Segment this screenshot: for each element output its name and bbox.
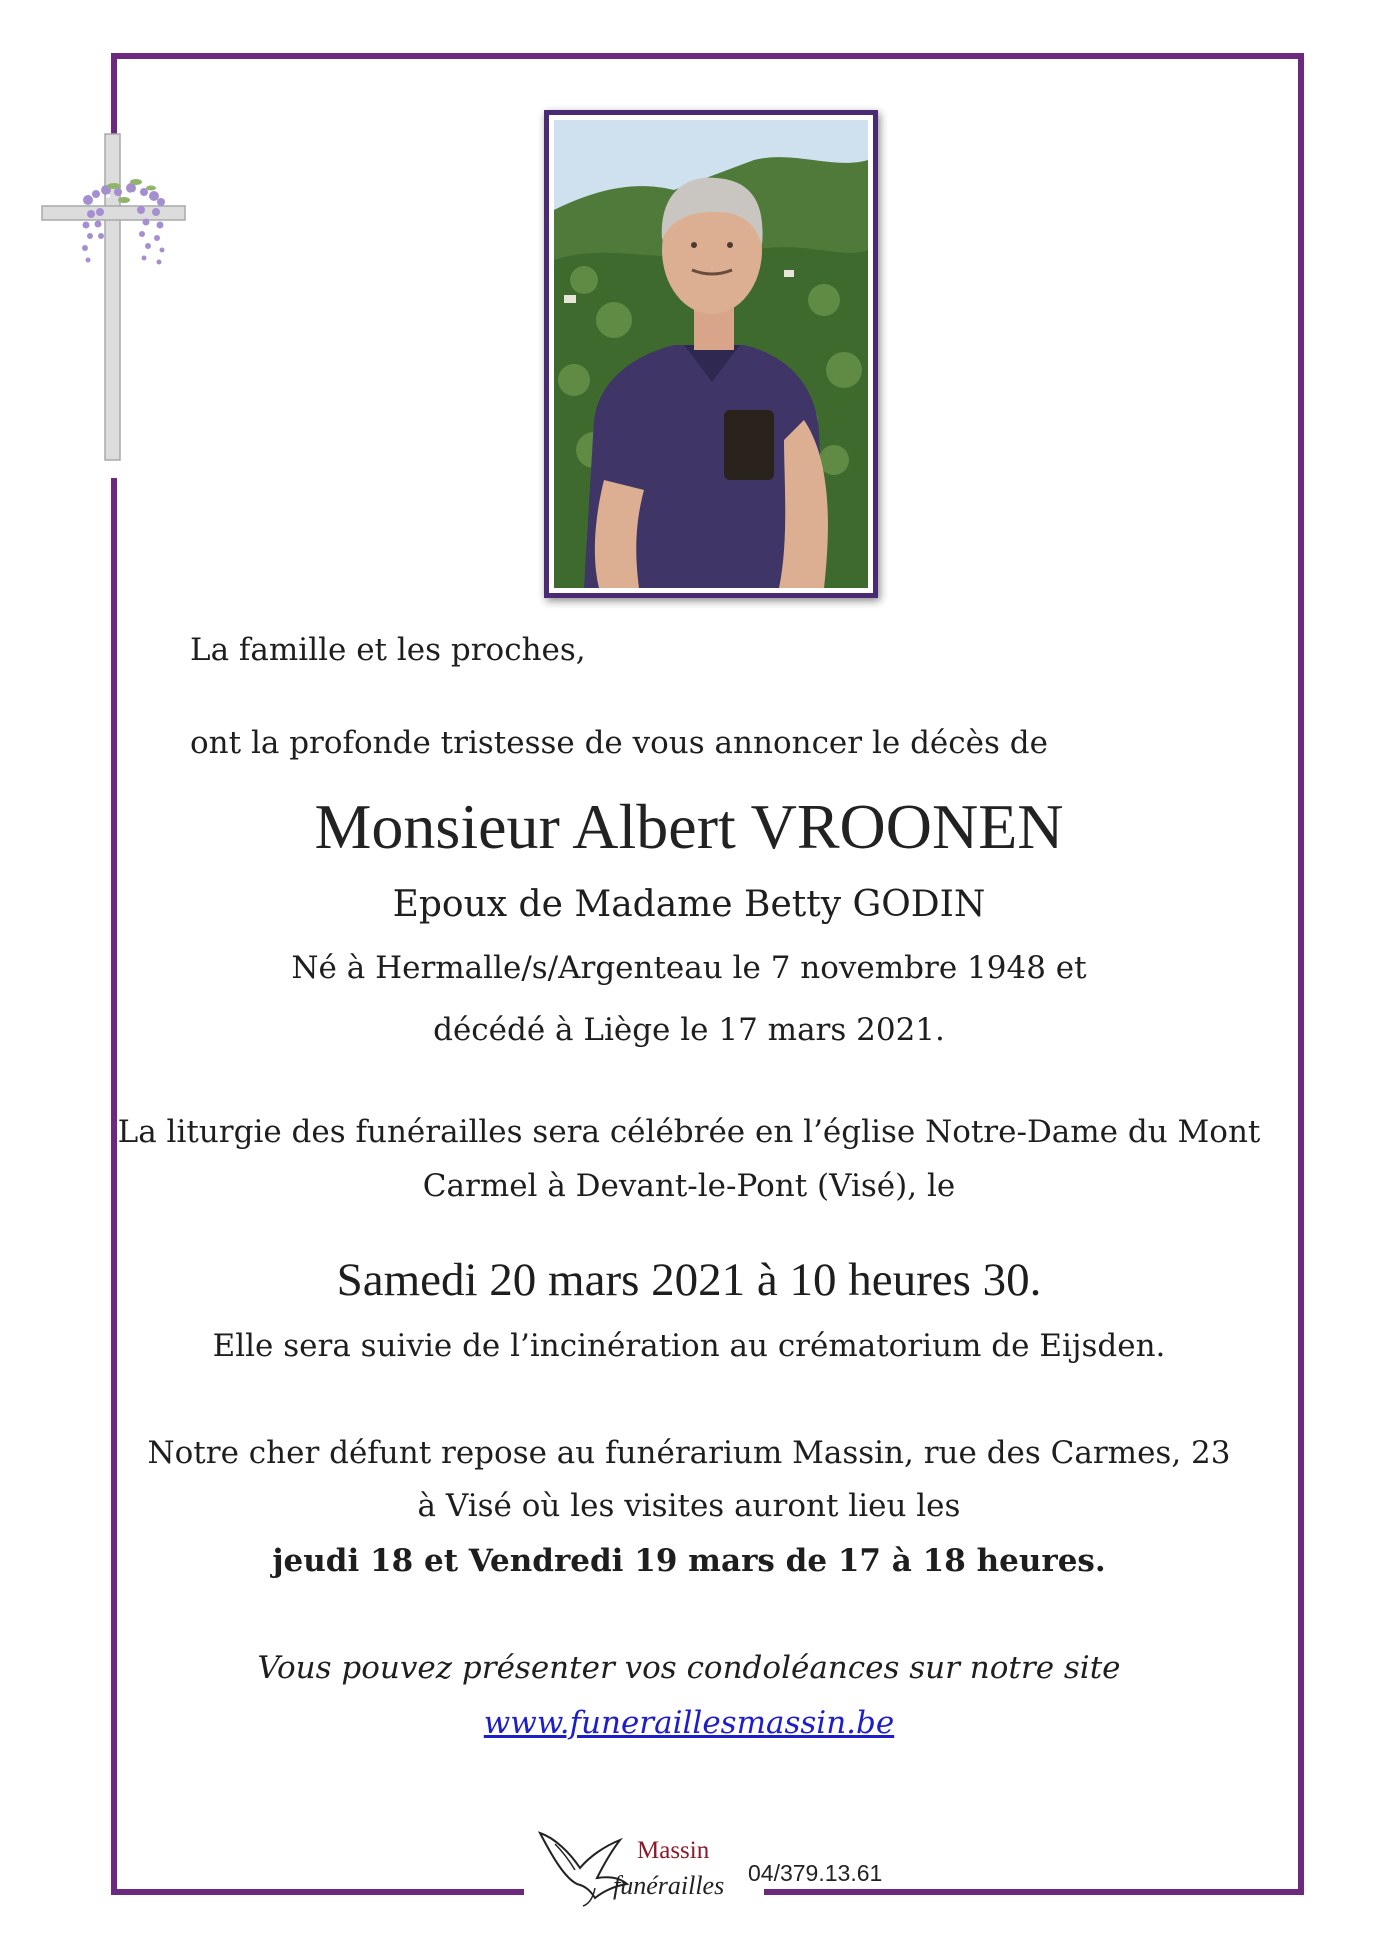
phone-number: 04/379.13.61 (748, 1860, 883, 1886)
logo-name-top: Massin (637, 1837, 710, 1864)
dove-icon (535, 1818, 745, 1908)
cremation-text: Elle sera suivie de l’incinération au crématorium de Eijsden. (212, 1328, 1166, 1364)
announce-text: ont la profonde tristesse de vous annoncer le décès de (190, 725, 1048, 761)
intro-text: La famille et les proches, (190, 632, 586, 668)
ceremony-date: Samedi 20 mars 2021 à 10 heures 30. (336, 1254, 1042, 1306)
rest-line-2: à Visé où les visites auront lieu les (417, 1488, 961, 1524)
visit-times: jeudi 18 et Vendredi 19 mars de 17 à 18 heures. (272, 1543, 1106, 1579)
cross-with-wisteria-icon (36, 130, 196, 465)
liturgy-line-2: Carmel à Devant-le-Pont (Visé), le (422, 1168, 956, 1204)
spouse-text: Epoux de Madame Betty GODIN (392, 884, 986, 925)
deceased-name: Monsieur Albert VROONEN (314, 791, 1064, 862)
liturgy-line-1: La liturgie des funérailles sera célébrée en l’église Notre-Dame du Mont (117, 1114, 1261, 1150)
website-link[interactable]: www.funeraillesmassin.be (483, 1705, 895, 1741)
death-text: décédé à Liège le 17 mars 2021. (433, 1012, 945, 1048)
birth-text: Né à Hermalle/s/Argenteau le 7 novembre 1948 et (291, 950, 1087, 986)
rest-line-1: Notre cher défunt repose au funérarium Massin, rue des Carmes, 23 (147, 1435, 1231, 1471)
massin-logo (535, 1818, 745, 1908)
condolences-text: Vous pouvez présenter vos condoléances sur notre site (257, 1650, 1121, 1686)
logo-name-bottom: funérailles (613, 1871, 725, 1900)
portrait-photo (544, 110, 878, 598)
